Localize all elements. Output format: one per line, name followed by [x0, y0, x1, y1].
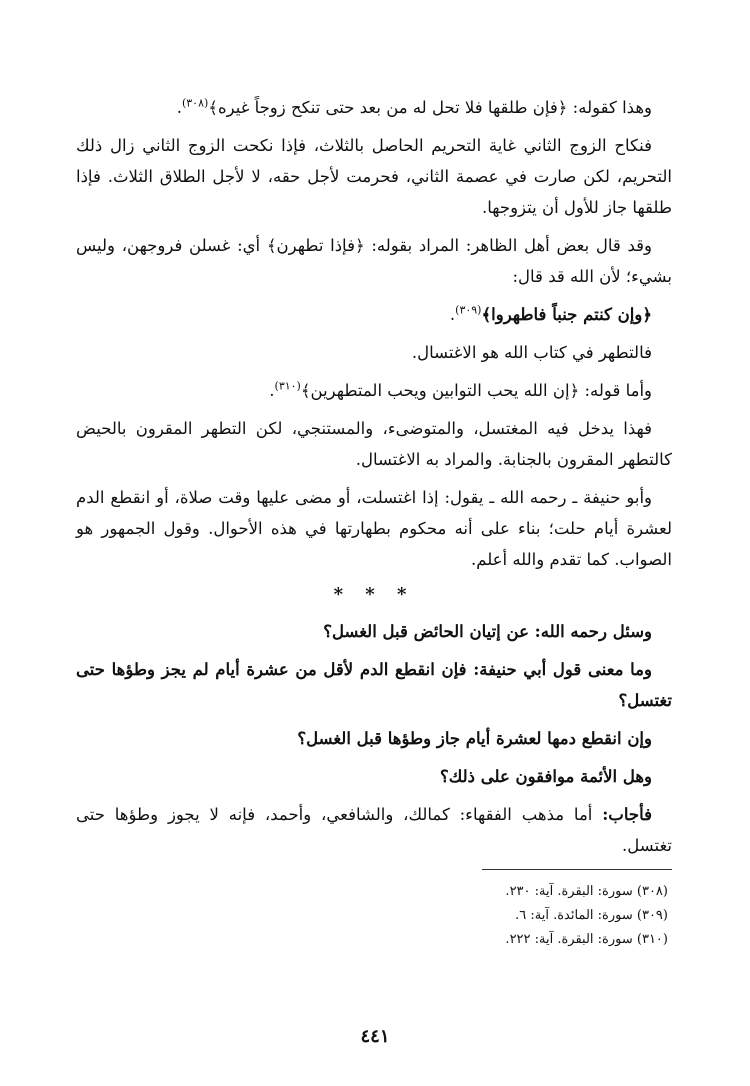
paragraph-8-text: وأبو حنيفة ـ رحمه الله ـ يقول: إذا اغتسلت، أو مضى عليها وقت صلاة، أو انقطع الدم لعشرة أيام حلت؛ بناء على أنه محكوم بطهارتها في هذه الأحوال. وقول الجمهور هو الصواب. كما تقدم والله أعلم.	[76, 488, 672, 569]
page-number: ٤٤١	[360, 1026, 390, 1047]
answer-text: أما مذهب الفقهاء: كمالك، والشافعي، وأحمد، فإنه لا يجوز وطؤها حتى تغتسل.	[76, 805, 672, 855]
paragraph-1-end: .	[176, 98, 182, 117]
footnote-ref-308[interactable]: (٣٠٨)	[181, 96, 209, 110]
paragraph-4-end: .	[449, 305, 456, 324]
question-3: وإن انقطع دمها لعشرة أيام جاز وطؤها قبل الغسل؟	[297, 729, 652, 748]
question-2: وما معنى قول أبي حنيفة: فإن انقطع الدم لأقل من عشرة أيام لم يجز وطؤها حتى تغتسل؟	[76, 660, 672, 710]
footnote-308: (٣٠٨) سورة: البقرة. آية: ٢٣٠.	[505, 884, 668, 899]
paragraph-6-text: وأما قوله: ﴿إن الله يحب التوابين ويحب المتطهرين﴾	[300, 381, 652, 400]
paragraph-5	[76, 337, 672, 368]
paragraph-6-end: .	[269, 381, 275, 400]
footnote-309: (٣٠٩) سورة: المائدة. آية: ٦.	[515, 908, 668, 923]
paragraph-1-text: وهذا كقوله: ﴿فإن طلقها فلا تحل له من بعد حتى تنكح زوجاً غيره﴾	[208, 98, 652, 117]
paragraph-5-text: فالتطهر في كتاب الله هو الاغتسال.	[411, 343, 652, 362]
paragraph-7-text: فهذا يدخل فيه المغتسل، والمتوضىء، والمستنجي، لكن التطهر المقرون بالحيض كالتطهر المقرون بالجنابة. والمراد به الاغتسال.	[76, 419, 672, 469]
footnote-310: (٣١٠) سورة: البقرة. آية: ٢٢٢.	[505, 932, 668, 947]
question-1: وسئل رحمه الله: عن إتيان الحائض قبل الغسل؟	[323, 622, 652, 641]
paragraph-4	[76, 299, 672, 330]
answer-lead: فأجاب:	[602, 805, 652, 824]
section-separator: * * *	[333, 584, 415, 605]
footnote-ref-309[interactable]: (٣٠٩)	[455, 303, 482, 317]
quran-verse-text: ﴿وإن كنتم جنباً فاطهروا﴾	[481, 305, 652, 324]
footnote-ref-310[interactable]: (٣١٠)	[274, 379, 301, 393]
paragraph-1	[76, 92, 672, 123]
paragraph-7	[76, 413, 672, 475]
paragraph-2	[76, 130, 672, 223]
paragraph-6	[76, 375, 672, 406]
question-4: وهل الأئمة موافقون على ذلك؟	[439, 767, 652, 786]
answer-paragraph	[76, 799, 672, 861]
paragraph-3	[76, 230, 672, 292]
paragraph-3-text: وقد قال بعض أهل الظاهر: المراد بقوله: ﴿فإذا تطهرن﴾ أي: غسلن فروجهن، وليس بشيء؛ لأن الله قد قال:	[76, 236, 672, 286]
footnote-divider	[482, 869, 672, 870]
paragraph-2-text: فنكاح الزوج الثاني غاية التحريم الحاصل بالثلاث، فإذا نكحت الزوج الثاني زال ذلك التحريم، لكن صارت في عصمة الثاني، فحرمت لأجل حقه، لا لأجل الطلاق الثلاث. فإذا طلقها جاز للأول أن يتزوجها.	[76, 136, 672, 217]
paragraph-8	[76, 482, 672, 575]
